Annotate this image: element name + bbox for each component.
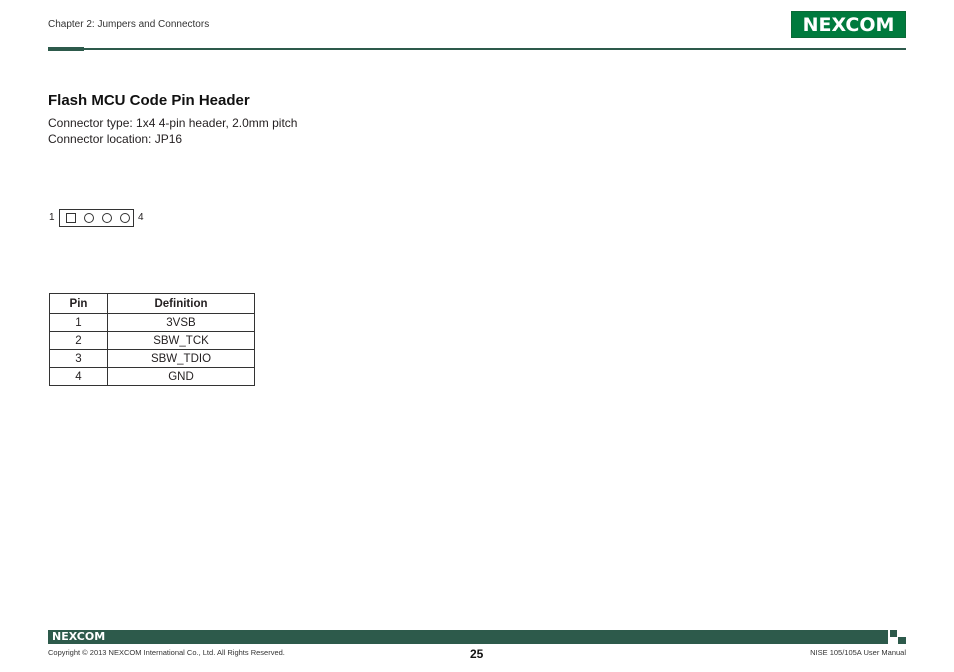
connector-location: Connector location: JP16 xyxy=(48,132,183,146)
footer-logo: NEXCOM xyxy=(52,630,106,643)
pin-cell: 1 xyxy=(50,314,108,332)
copyright-text: Copyright © 2013 NEXCOM International Co., Ltd. All Rights Reserved. xyxy=(48,648,285,657)
pin-4-round xyxy=(120,213,130,223)
header-rule-accent xyxy=(48,47,84,51)
table-row xyxy=(50,314,255,332)
pin-cell: 2 xyxy=(50,332,108,350)
pin-2-round xyxy=(84,213,94,223)
manual-title: NISE 105/105A User Manual xyxy=(810,648,906,657)
section-title: Flash MCU Code Pin Header xyxy=(48,92,250,109)
table-header-definition: Definition xyxy=(108,294,255,314)
footer-square-icon xyxy=(890,630,897,637)
chapter-title: Chapter 2: Jumpers and Connectors xyxy=(48,19,210,30)
header-rule xyxy=(48,48,906,50)
pin-cell: 4 xyxy=(50,368,108,386)
definition-cell: GND xyxy=(108,368,255,386)
pin-3-round xyxy=(102,213,112,223)
definition-cell: SBW_TDIO xyxy=(108,350,255,368)
definition-cell: 3VSB xyxy=(108,314,255,332)
table-row xyxy=(50,368,255,386)
footer-square-icon xyxy=(898,637,906,644)
connector-type: Connector type: 1x4 4-pin header, 2.0mm pitch xyxy=(48,116,298,130)
table-header-pin: Pin xyxy=(50,294,108,314)
pin-cell: 3 xyxy=(50,350,108,368)
nexcom-logo: NEXCOM xyxy=(791,11,906,38)
pin-header-diagram xyxy=(59,209,134,227)
pin-1-square xyxy=(66,213,76,223)
table-header-row xyxy=(50,294,255,314)
table-row xyxy=(50,332,255,350)
page-number: 25 xyxy=(470,647,484,661)
definition-cell: SBW_TCK xyxy=(108,332,255,350)
table-row xyxy=(50,350,255,368)
pin-definition-table xyxy=(49,293,255,386)
pin-label-first: 1 xyxy=(49,212,55,223)
pin-label-last: 4 xyxy=(138,212,144,223)
footer-bar xyxy=(48,630,888,644)
